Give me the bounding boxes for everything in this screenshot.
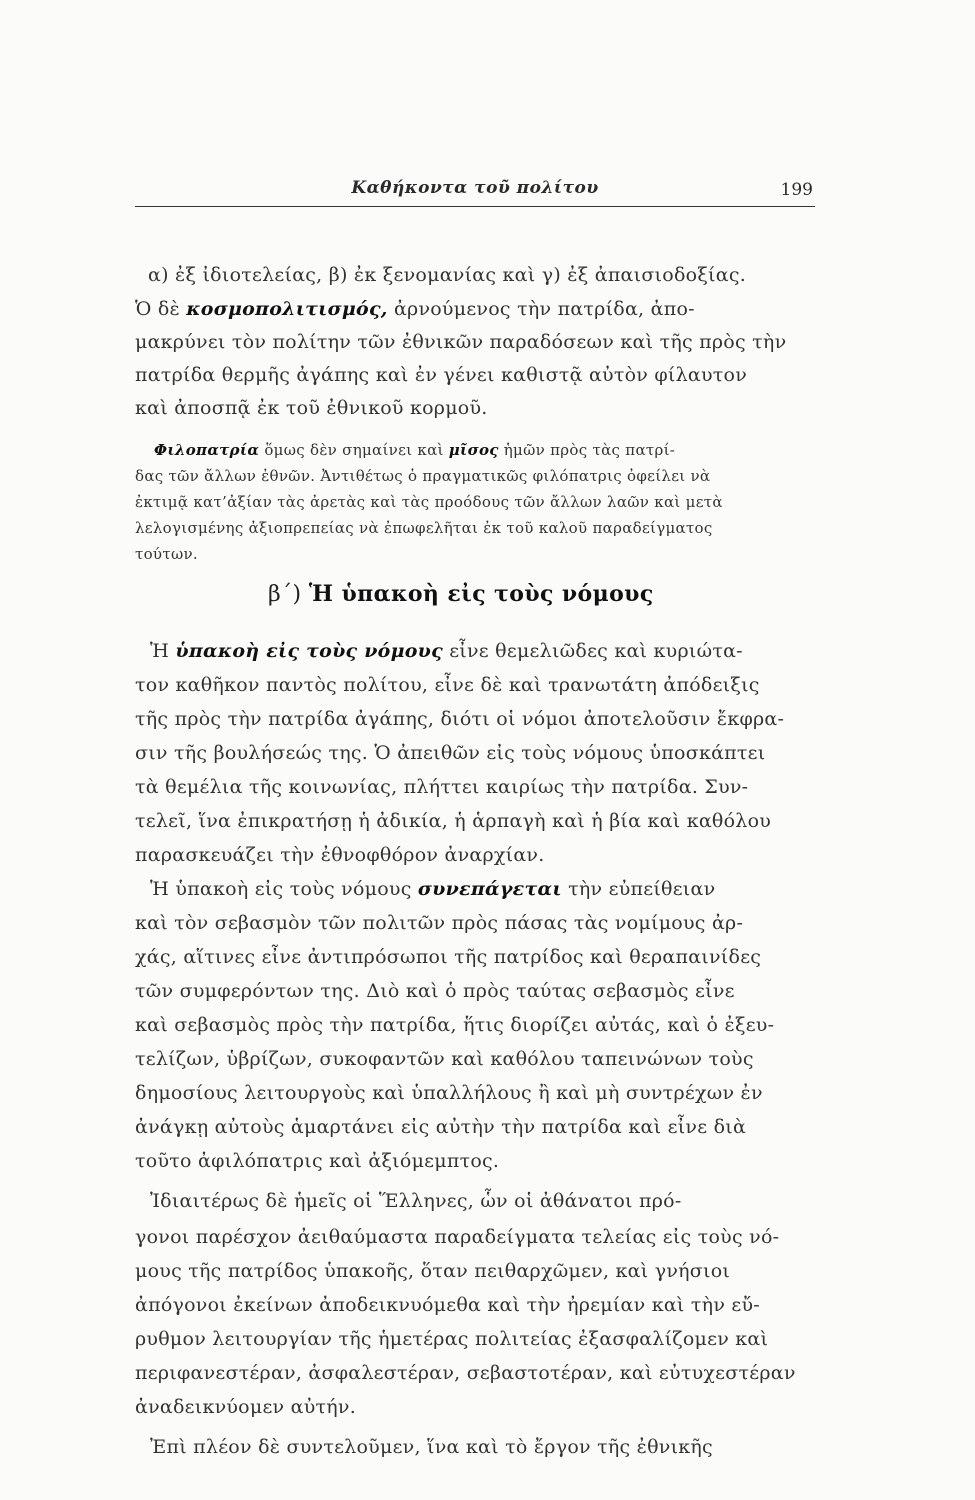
text-line: καὶ σεβασμὸς πρὸς τὴν πατρίδα, ἥτις διορίζει αὐτάς, καὶ ὁ ἐξευ- xyxy=(135,1014,775,1036)
text-line: χάς, αἵτινες εἶνε ἀντιπρόσωποι τῆς πατρίδος καὶ θεραπαινίδες xyxy=(135,946,762,968)
text-line: πατρίδα θερμῆς ἀγάπης καὶ ἐν γένει καθιστᾷ αὐτὸν φίλαυτον xyxy=(135,364,748,386)
text-line: Ὁ δὲ κοσμοπολιτισμός, ἀρνούμενος τὴν πατρίδα, ἀπο- xyxy=(135,298,695,320)
text-line: μακρύνει τὸν πολίτην τῶν ἐθνικῶν παραδόσεων καὶ τῆς πρὸς τὴν xyxy=(135,331,787,353)
text-line: καὶ ἀποσπᾷ ἐκ τοῦ ἐθνικοῦ κορμοῦ. xyxy=(135,397,488,419)
text-line: μους τῆς πατρίδος ὑπακοῆς, ὅταν πειθαρχῶμεν, καὶ γνήσιοι xyxy=(135,1260,731,1282)
text-line: τοῦτο ἀφιλόπατρις καὶ ἀξιόμεμπτος. xyxy=(135,1150,500,1172)
text-line: τελεῖ, ἵνα ἐπικρατήσῃ ἡ ἀδικία, ἡ ἁρπαγὴ καὶ ἡ βία καὶ καθόλου xyxy=(135,810,772,832)
text-line: α) ἐξ ἰδιοτελείας, β) ἐκ ξενομανίας καὶ γ) ἐξ ἀπαισιοδοξίας. xyxy=(148,264,746,286)
text-line: ἀπόγονοι ἐκείνων ἀποδεικνυόμεθα καὶ τὴν ἠρεμίαν καὶ τὴν εὔ- xyxy=(135,1294,760,1316)
text-line: περιφανεστέραν, ἀσφαλεστέραν, σεβαστοτέραν, καὶ εὐτυχεστέραν xyxy=(135,1362,796,1384)
emphasis: μῖσος xyxy=(448,441,499,459)
text-line: τῆς πρὸς τὴν πατρίδα ἀγάπης, διότι οἱ νόμοι ἀποτελοῦσιν ἔκφρα- xyxy=(135,708,785,730)
emphasis: κοσμοπολιτισμός, xyxy=(186,298,388,320)
section-number: β΄) xyxy=(268,582,302,607)
text-line: Ἡ ὑπακοὴ εἰς τοὺς νόμους εἶνε θεμελιῶδες καὶ κυριώτα- xyxy=(150,640,743,662)
text-line: ἀναδεικνύομεν αὐτήν. xyxy=(135,1396,357,1418)
text-line: παρασκευάζει τὴν ἐθνοφθόρον ἀναρχίαν. xyxy=(135,844,545,866)
note-line: τούτων. xyxy=(135,545,198,563)
text-line: Ἐπὶ πλέον δὲ συντελοῦμεν, ἵνα καὶ τὸ ἔργον τῆς ἐθνικῆς xyxy=(150,1436,713,1458)
note-line: ἐκτιμᾷ κατ’ἀξίαν τὰς ἀρετὰς καὶ τὰς προόδους τῶν ἄλλων λαῶν καὶ μετὰ xyxy=(135,493,723,511)
running-head xyxy=(135,172,815,207)
text-line: τελίζων, ὑβρίζων, συκοφαντῶν καὶ καθόλου ταπεινώνων τοὺς xyxy=(135,1048,754,1070)
text-line: ἀνάγκῃ αὐτοὺς ἁμαρτάνει εἰς αὐτὴν τὴν πατρίδα καὶ εἶνε διὰ xyxy=(135,1116,747,1138)
text-line: Ἰδιαιτέρως δὲ ἡμεῖς οἱ Ἕλληνες, ὧν οἱ ἀθάνατοι πρό- xyxy=(150,1190,682,1212)
text-line: γονοι παρέσχον ἀειθαύμαστα παραδείγματα τελείας εἰς τοὺς νό- xyxy=(135,1226,780,1248)
emphasis: Φιλοπατρία xyxy=(154,441,260,459)
note-line: λελογισμένης ἀξιοπρεπείας νὰ ἐπωφελῆται ἐκ τοῦ καλοῦ παραδείγματος xyxy=(135,519,713,537)
text-line: τὰ θεμέλια τῆς κοινωνίας, πλήττει καιρίως τὴν πατρίδα. Συν- xyxy=(135,776,749,798)
text-line: καὶ τὸν σεβασμὸν τῶν πολιτῶν πρὸς πάσας τὰς νομίμους ἀρ- xyxy=(135,912,744,934)
text-line: σιν τῆς βουλήσεώς της. Ὁ ἀπειθῶν εἰς τοὺς νόμους ὑποσκάπτει xyxy=(135,742,766,764)
text-line: Ἡ ὑπακοὴ εἰς τοὺς νόμους συνεπάγεται τὴν εὐπείθειαν xyxy=(150,878,716,900)
text-line: τῶν συμφερόντων της. Διὸ καὶ ὁ πρὸς ταύτας σεβασμὸς εἶνε xyxy=(135,980,735,1002)
section-heading xyxy=(268,581,654,607)
section-title: Ἡ ὑπακοὴ εἰς τοὺς νόμους xyxy=(308,581,654,607)
note-line: δας τῶν ἄλλων ἐθνῶν. Ἀντιθέτως ὁ πραγματικῶς φιλόπατρις ὀφείλει νὰ xyxy=(135,467,711,485)
page-number: 199 xyxy=(780,180,813,200)
running-head-title: Καθήκοντα τοῦ πολίτου xyxy=(351,178,599,198)
text-line: τον καθῆκον παντὸς πολίτου, εἶνε δὲ καὶ τρανωτάτη ἀπόδειξις xyxy=(135,674,760,696)
emphasis: ὑπακοὴ εἰς τοὺς νόμους xyxy=(175,640,443,662)
note-line: Φιλοπατρία ὅμως δὲν σημαίνει καὶ μῖσος ἡμῶν πρὸς τὰς πατρί- xyxy=(154,441,676,459)
emphasis: συνεπάγεται xyxy=(417,878,562,900)
text-line: δημοσίους λειτουργοὺς καὶ ὑπαλλήλους ἢ καὶ μὴ συντρέχων ἐν xyxy=(135,1082,763,1104)
text-line: ρυθμον λειτουργίαν τῆς ἡμετέρας πολιτείας ἐξασφαλίζομεν καὶ xyxy=(135,1328,769,1350)
